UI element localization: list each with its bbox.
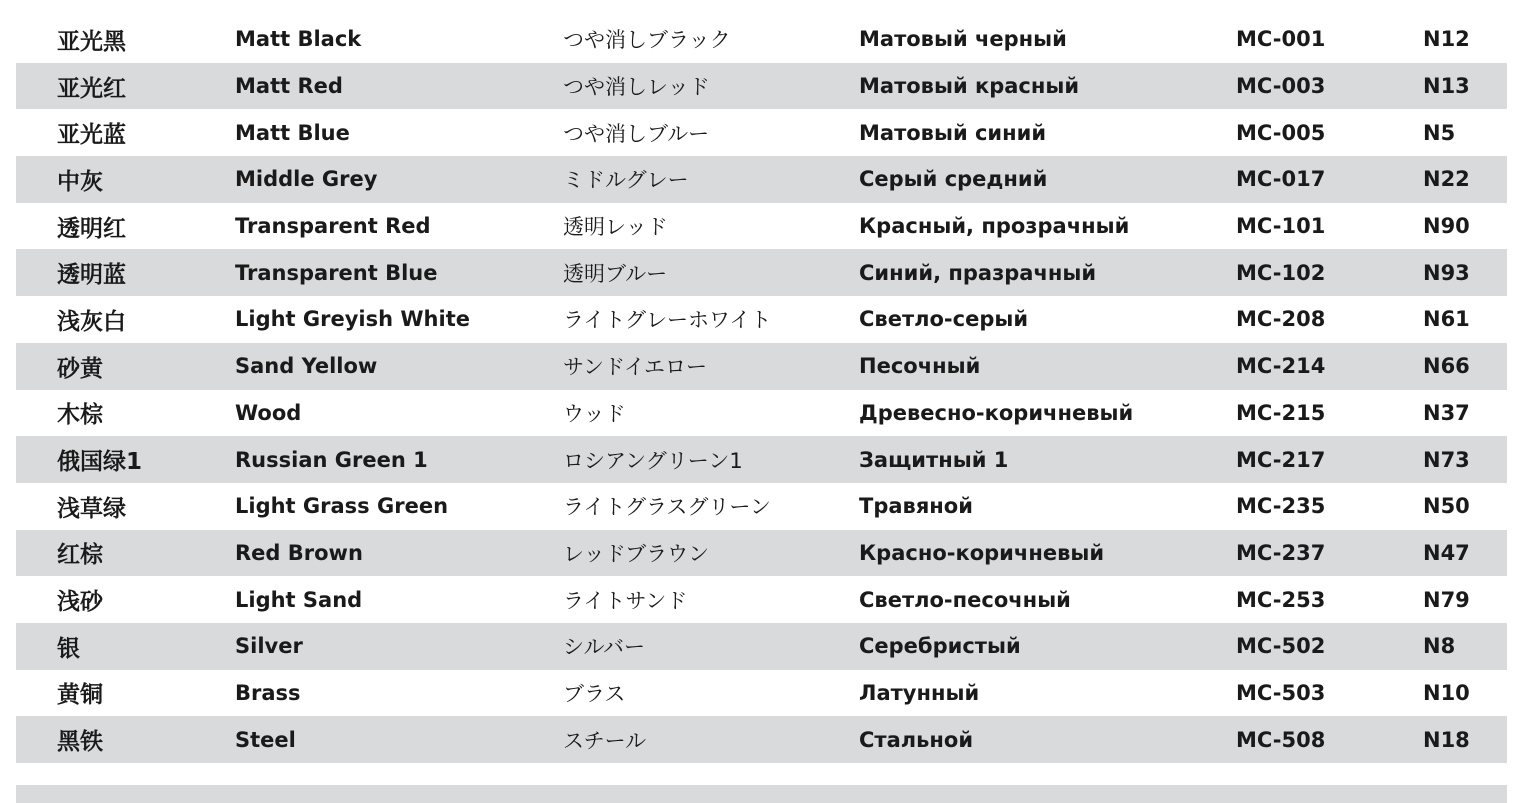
table-row: [16, 623, 1507, 670]
table-row: [16, 716, 1507, 763]
chinese-name: 黑铁: [57, 729, 103, 756]
japanese-name: ウッド: [563, 401, 626, 426]
japanese-name: サンドイエロー: [563, 355, 708, 380]
english-name: Sand Yellow: [235, 354, 378, 379]
japanese-name: ロシアングリーン1: [563, 448, 743, 473]
english-name: Light Grass Green: [235, 494, 449, 519]
japanese-name: つや消しブラック: [563, 28, 731, 53]
n-code: N37: [1423, 400, 1470, 425]
table-row: [16, 63, 1507, 110]
table-row: [16, 203, 1507, 250]
japanese-name: スチール: [563, 728, 647, 753]
english-name: Matt Black: [235, 27, 362, 52]
english-name: Wood: [235, 400, 302, 425]
russian-name: Матовый красный: [859, 74, 1080, 99]
table-row: [16, 109, 1507, 156]
table-row: [16, 483, 1507, 530]
russian-name: Стальной: [859, 727, 974, 752]
n-code: N12: [1423, 27, 1470, 52]
russian-name: Красный, прозрачный: [859, 214, 1130, 239]
product-code: MC-253: [1236, 587, 1326, 612]
product-code: MC-102: [1236, 260, 1326, 285]
product-code: MC-508: [1236, 727, 1326, 752]
english-name: Brass: [235, 680, 301, 705]
chinese-name: 透明蓝: [57, 262, 126, 289]
japanese-name: ミドルグレー: [563, 168, 689, 193]
japanese-name: つや消しブルー: [563, 121, 710, 146]
table-row: [16, 156, 1507, 203]
russian-name: Серебристый: [859, 634, 1021, 659]
english-name: Light Sand: [235, 587, 363, 612]
japanese-name: シルバー: [563, 635, 646, 660]
table-row: [16, 576, 1507, 623]
chinese-name: 浅灰白: [57, 308, 126, 335]
russian-name: Матовый синий: [859, 120, 1047, 145]
chinese-name: 亚光黑: [57, 28, 126, 55]
n-code: N66: [1423, 354, 1470, 379]
japanese-name: レッドブラウン: [563, 541, 710, 566]
color-reference-table: [16, 16, 1507, 763]
n-code: N13: [1423, 74, 1470, 99]
n-code: N93: [1423, 260, 1470, 285]
product-code: MC-217: [1236, 447, 1326, 472]
english-name: Silver: [235, 634, 303, 659]
chinese-name: 红棕: [57, 542, 103, 569]
russian-name: Песочный: [859, 354, 981, 379]
chinese-name: 砂黄: [57, 355, 103, 382]
english-name: Red Brown: [235, 540, 363, 565]
table-row: [16, 530, 1507, 577]
english-name: Matt Red: [235, 74, 343, 99]
product-code: MC-214: [1236, 354, 1326, 379]
n-code: N18: [1423, 727, 1470, 752]
english-name: Transparent Blue: [235, 260, 438, 285]
japanese-name: ライトグラスグリーン: [563, 495, 771, 520]
product-code: MC-003: [1236, 74, 1326, 99]
english-name: Matt Blue: [235, 120, 350, 145]
english-name: Steel: [235, 727, 296, 752]
product-code: MC-001: [1236, 27, 1326, 52]
product-code: MC-017: [1236, 167, 1326, 192]
product-code: MC-237: [1236, 540, 1326, 565]
n-code: N10: [1423, 680, 1470, 705]
chinese-name: 中灰: [57, 168, 103, 195]
russian-name: Латунный: [859, 680, 980, 705]
russian-name: Древесно-коричневый: [859, 400, 1134, 425]
table-row: [16, 390, 1507, 437]
russian-name: Матовый черный: [859, 27, 1067, 52]
table-row: [16, 670, 1507, 717]
table-row: [16, 296, 1507, 343]
chinese-name: 俄国绿1: [57, 449, 143, 476]
russian-name: Травяной: [859, 494, 973, 519]
chinese-name: 木棕: [57, 402, 103, 429]
russian-name: Синий, празрачный: [859, 260, 1097, 285]
japanese-name: 透明レッド: [563, 215, 668, 240]
n-code: N79: [1423, 587, 1470, 612]
table-row: [16, 343, 1507, 390]
chinese-name: 浅砂: [57, 589, 103, 616]
table-row: [16, 436, 1507, 483]
english-name: Light Greyish White: [235, 307, 470, 332]
chinese-name: 亚光蓝: [57, 122, 126, 149]
product-code: MC-215: [1236, 400, 1326, 425]
english-name: Middle Grey: [235, 167, 378, 192]
product-code: MC-503: [1236, 680, 1326, 705]
japanese-name: ブラス: [563, 681, 626, 706]
russian-name: Серый средний: [859, 167, 1048, 192]
n-code: N5: [1423, 120, 1456, 145]
n-code: N73: [1423, 447, 1470, 472]
russian-name: Светло-серый: [859, 307, 1029, 332]
japanese-name: ライトサンド: [563, 588, 688, 613]
product-code: MC-005: [1236, 120, 1326, 145]
japanese-name: つや消しレッド: [563, 75, 710, 100]
product-code: MC-208: [1236, 307, 1326, 332]
n-code: N61: [1423, 307, 1470, 332]
russian-name: Защитный 1: [859, 447, 1009, 472]
chinese-name: 银: [57, 635, 80, 662]
english-name: Transparent Red: [235, 214, 431, 239]
russian-name: Красно-коричневый: [859, 540, 1105, 565]
product-code: MC-101: [1236, 214, 1326, 239]
table-row: [16, 249, 1507, 296]
n-code: N8: [1423, 634, 1456, 659]
japanese-name: ライトグレーホワイト: [563, 308, 772, 333]
russian-name: Светло-песочный: [859, 587, 1071, 612]
table-row: [16, 16, 1507, 63]
japanese-name: 透明ブルー: [563, 261, 668, 286]
english-name: Russian Green 1: [235, 447, 428, 472]
n-code: N90: [1423, 214, 1470, 239]
n-code: N47: [1423, 540, 1470, 565]
n-code: N50: [1423, 494, 1470, 519]
chinese-name: 浅草绿: [57, 495, 126, 522]
product-code: MC-502: [1236, 634, 1326, 659]
product-code: MC-235: [1236, 494, 1326, 519]
n-code: N22: [1423, 167, 1470, 192]
chinese-name: 透明红: [57, 215, 126, 242]
chinese-name: 亚光红: [57, 75, 126, 102]
bottom-stripe: [16, 785, 1507, 803]
chinese-name: 黄铜: [57, 682, 103, 709]
